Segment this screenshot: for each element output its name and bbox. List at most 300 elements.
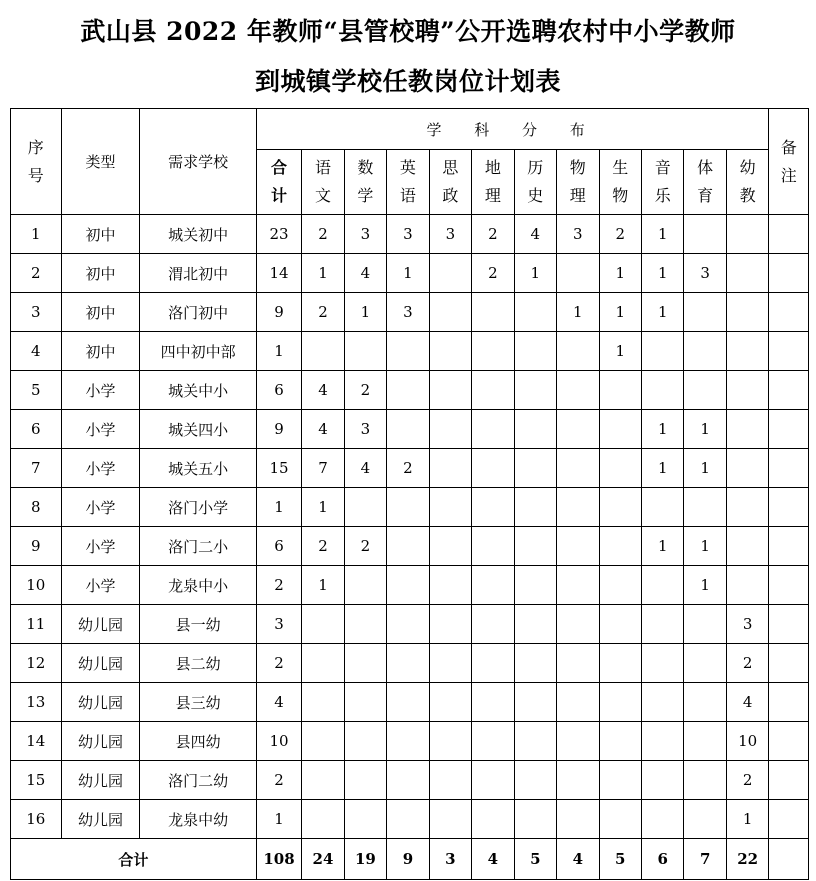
cell-count: 1 [684,449,726,488]
cell-count: 1 [599,293,641,332]
cell-count [344,566,386,605]
cell-type: 幼儿园 [61,683,140,722]
cell-count [557,332,599,371]
total-label: 合计 [11,839,257,880]
cell-count [641,800,683,839]
cell-count [514,371,556,410]
cell-count: 2 [726,761,769,800]
cell-count [387,332,429,371]
cell-count [684,605,726,644]
cell-remark [769,215,809,254]
cell-count [514,566,556,605]
table-row [11,254,809,293]
cell-count [514,410,556,449]
total-remark [769,839,809,880]
header-subject: 思政 [429,150,471,215]
cell-count: 23 [256,215,302,254]
cell-remark [769,449,809,488]
cell-count [429,566,471,605]
table-row [11,293,809,332]
cell-count [472,683,514,722]
cell-count [557,254,599,293]
cell-remark [769,254,809,293]
cell-count [726,332,769,371]
cell-count [726,293,769,332]
table-row [11,722,809,761]
header-subject: 历史 [514,150,556,215]
cell-count: 2 [387,449,429,488]
header-subject: 合计 [256,150,302,215]
cell-count [429,410,471,449]
cell-count [641,683,683,722]
cell-count [557,761,599,800]
cell-seq: 6 [11,410,62,449]
cell-school: 四中初中部 [140,332,256,371]
cell-count [599,488,641,527]
cell-count: 1 [641,215,683,254]
cell-count [599,605,641,644]
cell-count: 1 [641,449,683,488]
cell-count [472,605,514,644]
cell-school: 洛门初中 [140,293,256,332]
cell-count [302,644,344,683]
cell-count [514,332,556,371]
cell-count [429,449,471,488]
cell-count: 3 [387,215,429,254]
cell-count [557,410,599,449]
cell-count [387,683,429,722]
cell-school: 龙泉中幼 [140,800,256,839]
cell-count [557,800,599,839]
cell-count: 3 [726,605,769,644]
cell-count [387,527,429,566]
table-row [11,761,809,800]
cell-seq: 12 [11,644,62,683]
cell-count [684,293,726,332]
cell-count [514,605,556,644]
cell-count [472,800,514,839]
cell-school: 城关初中 [140,215,256,254]
total-count: 5 [514,839,556,880]
cell-remark [769,605,809,644]
header-subject: 地理 [472,150,514,215]
cell-count [472,722,514,761]
cell-count [344,332,386,371]
cell-count [429,800,471,839]
cell-count [472,410,514,449]
cell-count [302,605,344,644]
table-row [11,800,809,839]
cell-type: 小学 [61,527,140,566]
cell-count [302,722,344,761]
cell-school: 城关五小 [140,449,256,488]
cell-count [726,527,769,566]
cell-count [599,644,641,683]
cell-school: 城关中小 [140,371,256,410]
cell-count: 3 [387,293,429,332]
cell-remark [769,761,809,800]
table-row [11,449,809,488]
total-count: 7 [684,839,726,880]
cell-count [684,800,726,839]
table-row [11,605,809,644]
cell-count: 7 [302,449,344,488]
cell-count [557,605,599,644]
cell-count [387,761,429,800]
cell-remark [769,332,809,371]
cell-seq: 8 [11,488,62,527]
cell-count: 1 [387,254,429,293]
cell-seq: 13 [11,683,62,722]
cell-count [344,722,386,761]
cell-count: 2 [344,527,386,566]
cell-remark [769,800,809,839]
cell-type: 幼儿园 [61,800,140,839]
cell-count: 2 [472,215,514,254]
cell-count [344,761,386,800]
cell-seq: 7 [11,449,62,488]
cell-count: 1 [641,254,683,293]
cell-count: 4 [726,683,769,722]
cell-count [557,527,599,566]
cell-type: 小学 [61,488,140,527]
cell-count [514,683,556,722]
table-row [11,488,809,527]
cell-count: 3 [684,254,726,293]
cell-type: 幼儿园 [61,761,140,800]
cell-count: 6 [256,371,302,410]
header-subject: 语文 [302,150,344,215]
cell-count [429,761,471,800]
cell-count [514,449,556,488]
cell-count: 10 [256,722,302,761]
cell-count [557,488,599,527]
table-row [11,215,809,254]
cell-count: 1 [641,527,683,566]
cell-count [641,605,683,644]
cell-count: 3 [256,605,302,644]
cell-remark [769,293,809,332]
cell-count [684,371,726,410]
cell-count [599,683,641,722]
total-count: 9 [387,839,429,880]
cell-count [557,449,599,488]
cell-count: 2 [726,644,769,683]
cell-count [641,371,683,410]
cell-count [387,371,429,410]
cell-count [429,644,471,683]
cell-type: 小学 [61,371,140,410]
cell-count [429,605,471,644]
cell-count: 3 [557,215,599,254]
cell-count [641,644,683,683]
cell-seq: 15 [11,761,62,800]
total-count: 3 [429,839,471,880]
cell-count: 2 [302,293,344,332]
cell-count: 3 [429,215,471,254]
cell-school: 洛门小学 [140,488,256,527]
cell-count: 4 [344,449,386,488]
cell-count: 1 [684,566,726,605]
total-row [11,839,809,880]
header-subject-group: 学 科 分 布 [256,109,769,150]
cell-count [387,800,429,839]
total-count: 19 [344,839,386,880]
cell-count [302,332,344,371]
cell-count [472,761,514,800]
cell-count: 1 [599,332,641,371]
cell-count [302,800,344,839]
cell-count [599,722,641,761]
cell-count [387,488,429,527]
cell-count [641,566,683,605]
cell-count: 9 [256,293,302,332]
cell-school: 洛门二幼 [140,761,256,800]
cell-count [472,644,514,683]
cell-count [472,371,514,410]
cell-count [557,566,599,605]
cell-count [684,761,726,800]
table-row [11,566,809,605]
cell-count [429,488,471,527]
table-row [11,332,809,371]
cell-count [684,488,726,527]
cell-count: 2 [344,371,386,410]
cell-count: 4 [302,410,344,449]
cell-count [302,683,344,722]
cell-type: 初中 [61,293,140,332]
cell-count: 1 [256,488,302,527]
table-row [11,644,809,683]
cell-count [599,566,641,605]
cell-school: 县二幼 [140,644,256,683]
plan-table [10,108,809,880]
cell-count: 1 [641,293,683,332]
cell-seq: 4 [11,332,62,371]
total-count: 4 [557,839,599,880]
cell-count [429,332,471,371]
header-subject: 数学 [344,150,386,215]
header-subject: 生物 [599,150,641,215]
cell-count [599,371,641,410]
cell-count [726,215,769,254]
cell-count [599,410,641,449]
cell-type: 幼儿园 [61,605,140,644]
cell-school: 县四幼 [140,722,256,761]
cell-count [344,683,386,722]
cell-remark [769,644,809,683]
cell-count: 2 [302,215,344,254]
cell-count: 1 [599,254,641,293]
cell-count [514,644,556,683]
cell-count: 1 [302,566,344,605]
cell-count: 2 [256,566,302,605]
cell-count [684,332,726,371]
table-row [11,410,809,449]
cell-count: 1 [641,410,683,449]
cell-count [472,293,514,332]
cell-count [557,722,599,761]
cell-school: 洛门二小 [140,527,256,566]
cell-count: 1 [256,332,302,371]
cell-count: 1 [344,293,386,332]
cell-count [429,722,471,761]
cell-count [726,254,769,293]
cell-count [641,488,683,527]
cell-school: 龙泉中小 [140,566,256,605]
cell-count [429,293,471,332]
cell-count [641,761,683,800]
cell-seq: 14 [11,722,62,761]
cell-count [514,800,556,839]
cell-count: 1 [726,800,769,839]
header-subject: 幼教 [726,150,769,215]
table-row [11,371,809,410]
cell-count: 1 [256,800,302,839]
cell-count [429,371,471,410]
cell-count [684,683,726,722]
cell-count: 3 [344,410,386,449]
header-school: 需求学校 [140,109,256,215]
cell-count [726,410,769,449]
cell-remark [769,527,809,566]
header-subject: 体育 [684,150,726,215]
cell-count [472,527,514,566]
cell-type: 小学 [61,410,140,449]
cell-count [429,254,471,293]
cell-school: 城关四小 [140,410,256,449]
cell-count [599,761,641,800]
cell-count [429,683,471,722]
cell-count: 1 [302,254,344,293]
cell-count [684,722,726,761]
cell-count [557,644,599,683]
cell-type: 初中 [61,332,140,371]
cell-school: 渭北初中 [140,254,256,293]
cell-count: 1 [557,293,599,332]
cell-count [344,644,386,683]
cell-remark [769,683,809,722]
cell-count [641,722,683,761]
cell-count: 10 [726,722,769,761]
total-count: 24 [302,839,344,880]
cell-school: 县一幼 [140,605,256,644]
cell-count [641,332,683,371]
document-title-line2: 到城镇学校任教岗位计划表 [254,67,561,96]
cell-count: 4 [344,254,386,293]
cell-count: 4 [302,371,344,410]
header-subject: 物理 [557,150,599,215]
cell-count [726,566,769,605]
cell-remark [769,722,809,761]
cell-count: 1 [684,527,726,566]
cell-count [514,761,556,800]
cell-count [726,371,769,410]
cell-type: 幼儿园 [61,722,140,761]
cell-count [302,761,344,800]
header-seq: 序号 [11,109,62,215]
cell-remark [769,410,809,449]
cell-count [344,605,386,644]
cell-count: 1 [514,254,556,293]
cell-count [387,644,429,683]
cell-seq: 10 [11,566,62,605]
header-subject: 音乐 [641,150,683,215]
cell-remark [769,488,809,527]
cell-seq: 3 [11,293,62,332]
cell-count: 2 [599,215,641,254]
cell-count: 1 [684,410,726,449]
cell-count [557,371,599,410]
cell-count [726,488,769,527]
cell-count: 1 [302,488,344,527]
cell-count [514,293,556,332]
cell-count [344,800,386,839]
cell-count [387,566,429,605]
cell-count [514,527,556,566]
cell-seq: 2 [11,254,62,293]
header-subject: 英语 [387,150,429,215]
cell-type: 小学 [61,449,140,488]
cell-count: 3 [344,215,386,254]
cell-count [514,722,556,761]
document-title-line1: 武山县 2022 年教师“县管校聘”公开选聘农村中小学教师 [80,17,736,46]
cell-count: 9 [256,410,302,449]
total-count: 5 [599,839,641,880]
cell-count: 4 [514,215,556,254]
table-row [11,527,809,566]
table-row [11,683,809,722]
cell-count: 15 [256,449,302,488]
cell-count [599,800,641,839]
cell-seq: 11 [11,605,62,644]
cell-type: 初中 [61,215,140,254]
cell-type: 初中 [61,254,140,293]
total-count: 4 [472,839,514,880]
cell-seq: 9 [11,527,62,566]
cell-count [684,644,726,683]
cell-remark [769,371,809,410]
header-type: 类型 [61,109,140,215]
cell-count [472,488,514,527]
cell-count: 2 [256,644,302,683]
cell-count: 2 [472,254,514,293]
cell-count [472,449,514,488]
total-count: 108 [256,839,302,880]
cell-school: 县三幼 [140,683,256,722]
cell-count [726,449,769,488]
cell-count [387,722,429,761]
cell-type: 幼儿园 [61,644,140,683]
cell-count [557,683,599,722]
cell-remark [769,566,809,605]
cell-count: 6 [256,527,302,566]
cell-count [514,488,556,527]
cell-count [344,488,386,527]
cell-count [429,527,471,566]
cell-count [472,332,514,371]
cell-seq: 1 [11,215,62,254]
cell-count: 14 [256,254,302,293]
cell-count [472,566,514,605]
cell-count: 2 [256,761,302,800]
cell-seq: 5 [11,371,62,410]
header-remark: 备注 [769,109,809,215]
cell-count [387,410,429,449]
total-count: 22 [726,839,769,880]
cell-type: 小学 [61,566,140,605]
cell-count: 4 [256,683,302,722]
